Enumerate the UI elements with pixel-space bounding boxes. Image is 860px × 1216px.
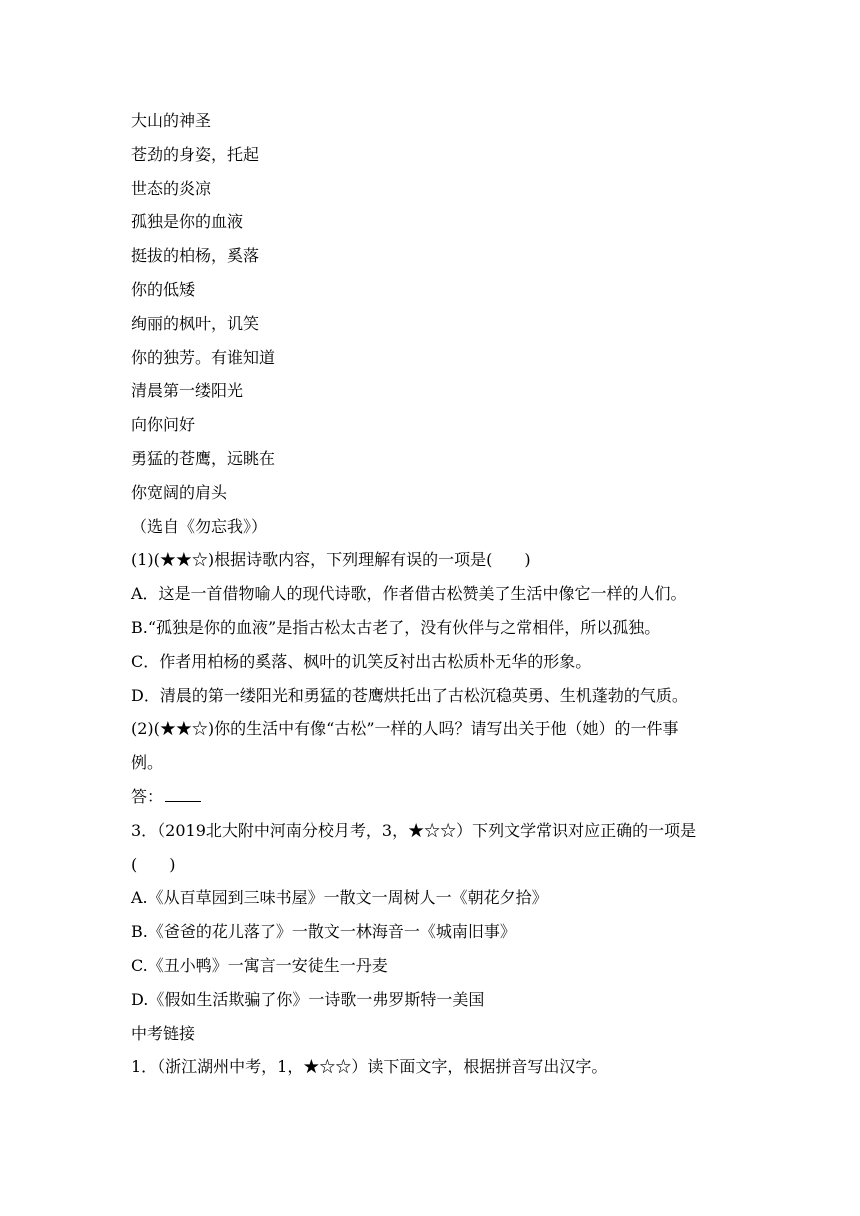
poem-line-4: 孤独是你的血液 [131,212,244,232]
question-4-stem: 1．（浙江湖州中考，1，★☆☆）读下面文字，根据拼音写出汉字。 [131,1057,608,1077]
poem-line-12: 你宽阔的肩头 [131,482,228,502]
question-1-stem: (1)(★★☆)根据诗歌内容，下列理解有误的一项是( ) [131,550,531,570]
question-3-option-d: D.《假如生活欺骗了你》一诗歌一弗罗斯特一美国 [131,989,485,1009]
question-1-option-a: A．这是一首借物喻人的现代诗歌，作者借古松赞美了生活中像它一样的人们。 [131,584,687,604]
poem-line-11: 勇猛的苍鹰，远眺在 [131,448,276,468]
question-1 [131,543,741,712]
question-2-answer [131,780,741,814]
poem-source: （选自《勿忘我》） [131,516,268,536]
poem-line-8: 你的独芳。有谁知道 [131,347,276,367]
answer-label: 答： [131,786,164,806]
answer-blank[interactable] [165,785,201,802]
question-3-stem-line-2: ( ) [131,854,176,874]
poem [131,104,741,543]
question-2 [131,712,741,813]
question-3-option-c: C.《丑小鸭》一寓言一安徒生一丹麦 [131,955,388,975]
poem-line-5: 挺拔的柏杨，奚落 [131,246,260,266]
poem-line-2: 苍劲的身姿，托起 [131,144,260,164]
question-3-option-b: B.《爸爸的花儿落了》一散文一林海音一《城南旧事》 [131,922,516,942]
question-3-stem-line-1: 3．（2019北大附中河南分校月考，3，★☆☆）下列文学常识对应正确的一项是 [131,820,697,840]
question-2-stem-line-2: 例。 [131,753,164,773]
question-1-option-c: C．作者用柏杨的奚落、枫叶的讥笑反衬出古松质朴无华的形象。 [131,651,592,671]
section-title: 中考链接 [131,1023,196,1043]
question-1-option-b: B.“孤独是你的血液”是指古松太古老了，没有伙伴与之常相伴，所以孤独。 [131,617,661,637]
poem-line-6: 你的低矮 [131,279,196,299]
document-page [131,104,741,1084]
poem-line-9: 清晨第一缕阳光 [131,381,244,401]
question-3-option-a: A.《从百草园到三味书屋》一散文一周树人一《朝花夕拾》 [131,888,548,908]
poem-line-1: 大山的神圣 [131,111,212,130]
poem-line-3: 世态的炎凉 [131,178,212,198]
poem-line-10: 向你问好 [131,415,196,435]
question-2-stem-line-1: (2)(★★☆)你的生活中有像“古松”一样的人吗？请写出关于他（她）的一件事 [131,719,679,739]
question-1-option-d: D．清晨的第一缕阳光和勇猛的苍鹰烘托出了古松沉稳英勇、生机蓬勃的气质。 [131,685,688,705]
poem-line-7: 绚丽的枫叶，讥笑 [131,313,260,333]
question-3 [131,814,741,1017]
